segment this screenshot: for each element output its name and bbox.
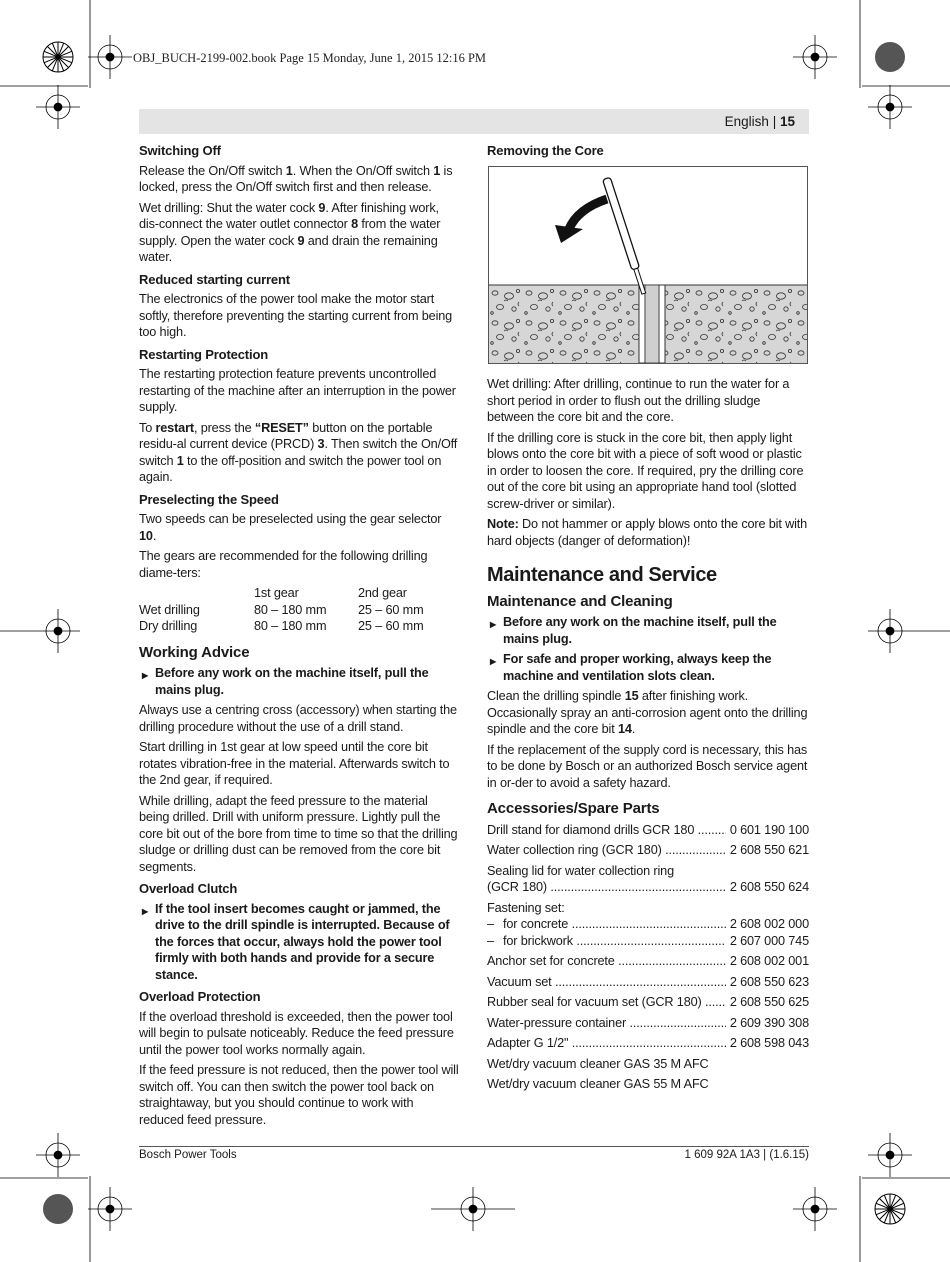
paragraph: If the overload threshold is exceeded, then the power tool will begin to pulsate noticeably. Reduce the feed pressure until the power tool works normally again.: [139, 1009, 454, 1057]
warning-bullet: ▶ For safe and proper working, always keep the machine and ventilation slots clean.: [487, 651, 809, 684]
heading-overload-protection: Overload Protection: [139, 989, 261, 1004]
warning-bullet: ▶ Before any work on the machine itself, pull the mains plug.: [487, 614, 809, 647]
heading-maintenance-service: Maintenance and Service: [487, 564, 717, 586]
paragraph: If the drilling core is stuck in the core bit, then apply light blows onto the core bit with a piece of soft wood or plastic in order to loosen the core. If required, pry the drilling core out of the core bit using an appropriate hand tool (slotted screw-driver or similar).: [487, 430, 804, 511]
dot-mark-top-right: [875, 42, 905, 72]
star-mark-top-left: [43, 42, 73, 72]
heading-switching-off: Switching Off: [139, 143, 221, 158]
paragraph: Always use a centring cross (accessory) when starting the drilling procedure without the use of a drill stand.: [139, 703, 457, 734]
header-separator: |: [772, 114, 777, 129]
paragraph: Two speeds can be preselected using the gear selector 10.: [139, 512, 442, 543]
heading-working-advice: Working Advice: [139, 643, 250, 661]
note-paragraph: Note: Do not hammer or apply blows onto the core bit with hard objects (danger of deformation)!: [487, 517, 808, 548]
heading-removing-core: Removing the Core: [487, 143, 604, 158]
list-item: Drill stand for diamond drills GCR 180 ..... 0 601 190 100: [487, 822, 809, 839]
list-item: Fastening set: – for concrete ..... 2 608 002 000 – for brickwork ..... 2 607 000 745: [487, 900, 809, 950]
list-item: Adapter G 1/2" ..... 2 608 598 043: [487, 1035, 809, 1052]
warning-bullet: ▶ If the tool insert becomes caught or jammed, the drive to the drill spindle is interrupted. Because of the forces that occur, always hold the power tool firmly with both hands and provide for a secure stance.: [139, 901, 461, 984]
paragraph: The gears are recommended for the following drilling diame-ters:: [139, 549, 428, 580]
gear-table: [139, 585, 424, 635]
page-header-bar: [139, 109, 809, 134]
crosshair-top-left: [88, 35, 132, 79]
table-row: Wet drilling 80 – 180 mm 25 – 60 mm: [139, 602, 424, 617]
footer-code: 1 609 92A 1A3 | (1.6.15): [684, 1149, 809, 1161]
warning-bullet: ▶ Before any work on the machine itself, pull the mains plug.: [139, 665, 461, 698]
page-header: [725, 114, 795, 129]
paragraph: Wet drilling: Shut the water cock 9. After finishing work, dis-connect the water outlet connector 8 from the water supply. Open the water cock 9 and drain the remaining water.: [139, 200, 441, 264]
table-row: Dry drilling 80 – 180 mm 25 – 60 mm: [139, 619, 424, 633]
paragraph: Clean the drilling spindle 15 after finishing work. Occasionally spray an anti-corrosion agent onto the drilling spindle and the core bit 14.: [487, 689, 808, 736]
page-number: 15: [779, 114, 795, 129]
paragraph: If the feed pressure is not reduced, then the power tool will switch off. You can then switch the power tool back on straightaway, but you should continue to work with reduced feed pressure.: [139, 1063, 459, 1127]
heading-accessories: Accessories/Spare Parts: [487, 800, 660, 817]
paragraph: If the replacement of the supply cord is necessary, this has to be done by Bosch or an authorized Bosch service agent in or-der to avoid a safety hazard.: [487, 742, 808, 790]
list-item: Wet/dry vacuum cleaner GAS 35 M AFC: [487, 1056, 709, 1071]
paragraph: The electronics of the power tool make the motor start softly, therefore preventing the starting current from being too high.: [139, 292, 453, 339]
list-item: Wet/dry vacuum cleaner GAS 55 M AFC: [487, 1077, 709, 1091]
right-column: [487, 376, 809, 1097]
paragraph: Start drilling in 1st gear at low speed until the core bit rotates vibration-free in the material. Afterwards switch to the 2nd gear, if required.: [139, 740, 450, 787]
core-removal-illustration: [488, 166, 808, 364]
heading-preselecting-speed: Preselecting the Speed: [139, 491, 279, 507]
heading-maintenance-cleaning: Maintenance and Cleaning: [487, 592, 673, 610]
paragraph: Wet drilling: After drilling, continue to run the water for a short period in order to flush out the drilling sludge between the core bit and the core.: [487, 377, 790, 424]
list-item: Water-pressure container ..... 2 609 390 308: [487, 1015, 809, 1032]
header-language: English: [724, 114, 769, 129]
removing-core-heading-wrap: [487, 143, 809, 163]
heading-reduced-current: Reduced starting current: [139, 271, 290, 287]
paragraph: While drilling, adapt the feed pressure to the material being drilled. Drill with uniform pressure. Lightly pull the core bit out of the bore from time to time so that the drilling sludge or drilling dust can be removed from the core bit segments.: [139, 793, 458, 874]
footer-brand: Bosch Power Tools: [139, 1149, 237, 1161]
left-column: [139, 143, 461, 1132]
paragraph: To restart, press the “RESET” button on the portable residu-al current device (PRCD) 3. Then switch the On/Off switch 1 to the off-position and switch the power tool on again.: [139, 420, 458, 484]
paragraph: Release the On/Off switch 1. When the On/Off switch 1 is locked, press the On/Off switch first and then release.: [139, 163, 453, 194]
heading-restarting-protection: Restarting Protection: [139, 346, 269, 362]
core-removal-drawing: [489, 167, 807, 363]
list-item: Water collection ring (GCR 180) ..... 2 608 550 621: [487, 842, 809, 859]
heading-overload-clutch: Overload Clutch: [139, 881, 238, 896]
star-mark-bottom-right: [875, 1194, 905, 1224]
file-header: OBJ_BUCH-2199-002.book Page 15 Monday, June 1, 2015 12:16 PM: [133, 51, 487, 65]
paragraph: The restarting protection feature prevents uncontrolled restarting of the machine after an interruption in the power supply.: [139, 367, 456, 414]
list-item: Sealing lid for water collection ring (GCR 180) ..... 2 608 550 624: [487, 863, 809, 896]
list-item: Anchor set for concrete ..... 2 608 002 001: [487, 953, 809, 970]
footer-rule: [139, 1146, 809, 1147]
list-item: Vacuum set ..... 2 608 550 623: [487, 974, 809, 991]
list-item: Rubber seal for vacuum set (GCR 180) ..... 2 608 550 625: [487, 994, 809, 1011]
dot-mark-bottom-left: [43, 1194, 73, 1224]
table-header-row: 1st gear 2nd gear: [254, 586, 407, 600]
